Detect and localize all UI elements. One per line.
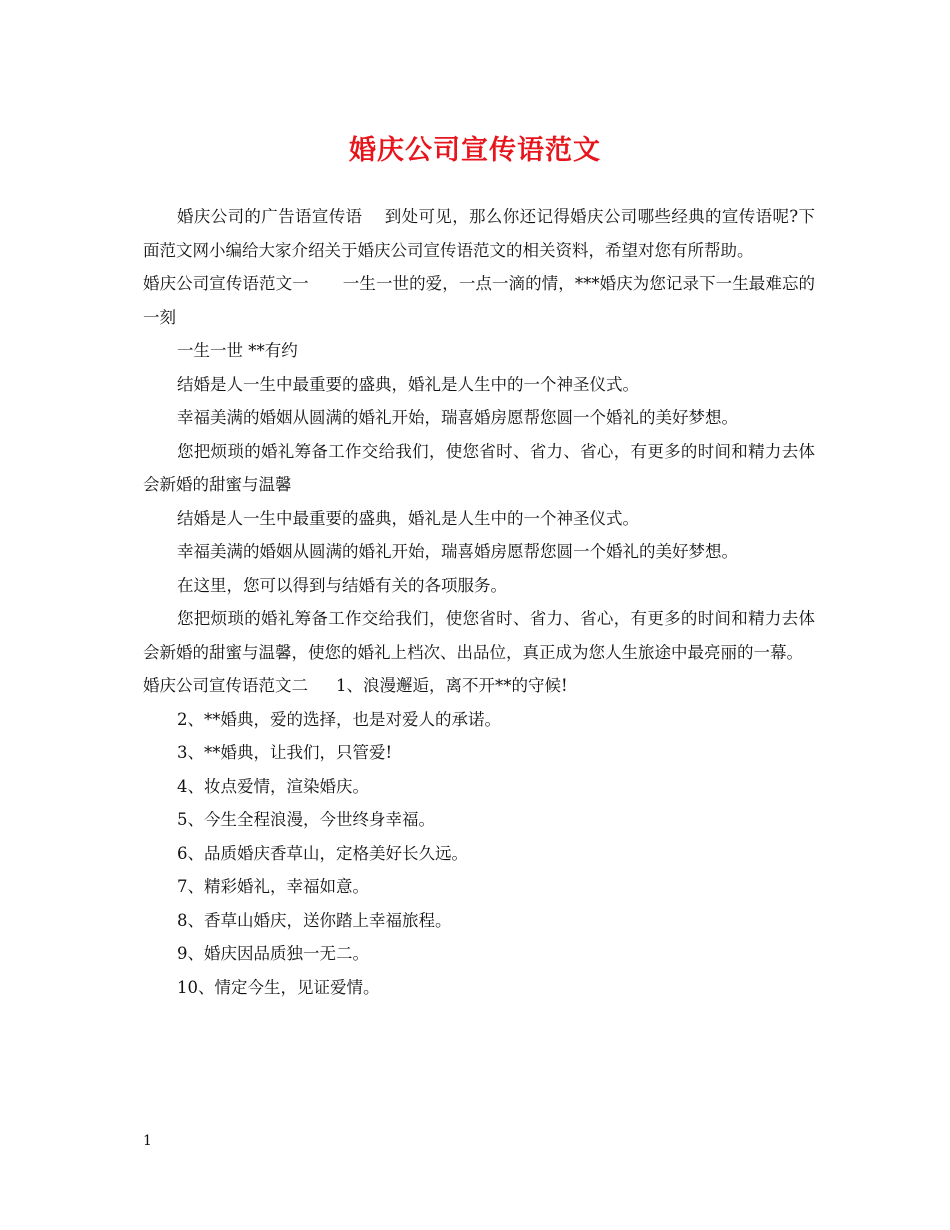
slogan-item: 10、情定今生，见证爱情。 bbox=[177, 977, 380, 997]
slogan-item: 4、妆点爱情，渲染婚庆。 bbox=[177, 776, 369, 796]
section1-line: 结婚是人一生中最重要的盛典，婚礼是人生中的一个神圣仪式。 bbox=[177, 374, 639, 394]
section1-heading-paragraph bbox=[143, 267, 815, 334]
intro-paragraph bbox=[143, 200, 815, 267]
slogan-item: 7、精彩婚礼，幸福如意。 bbox=[177, 877, 369, 896]
section1-heading: 婚庆公司宣传语范文一 bbox=[143, 274, 309, 293]
intro-text-part1: 婚庆公司的广告语宣传语 bbox=[177, 207, 363, 226]
section2-heading: 婚庆公司宣传语范文二 bbox=[143, 676, 308, 695]
document-body bbox=[143, 200, 815, 1004]
section1-lead: 一生一世的爱，一点一滴的情，***婚庆为您记录下一生最难忘的一刻 bbox=[143, 274, 816, 327]
slogan-item: 3、**婚典，让我们，只管爱! bbox=[177, 743, 393, 762]
page-title: 婚庆公司宣传语范文 bbox=[349, 135, 601, 166]
section1-line: 您把烦琐的婚礼筹备工作交给我们，使您省时、省力、省心，有更多的时间和精力去体会新婚的甜蜜与温馨，使您的婚礼上档次、出品位，真正成为您人生旅途中最亮丽的一幕。 bbox=[143, 609, 815, 662]
slogan-item: 6、品质婚庆香草山，定格美好长久远。 bbox=[177, 843, 468, 863]
slogan-item: 2、**婚典，爱的选择，也是对爱人的承诺。 bbox=[177, 709, 501, 729]
slogan-item: 5、今生全程浪漫，今世终身幸福。 bbox=[177, 810, 435, 829]
section2-heading-paragraph bbox=[143, 669, 815, 703]
section1-line: 您把烦琐的婚礼筹备工作交给我们，使您省时、省力、省心，有更多的时间和精力去体会新婚的甜蜜与温馨 bbox=[143, 441, 815, 494]
section1-line: 一生一世 **有约 bbox=[177, 341, 298, 360]
slogan-item: 9、婚庆因品质独一无二。 bbox=[177, 944, 369, 963]
section2-lead: 1、浪漫邂逅，离不开**的守候! bbox=[336, 676, 568, 695]
section1-line: 结婚是人一生中最重要的盛典，婚礼是人生中的一个神圣仪式。 bbox=[177, 508, 639, 528]
page-number: 1 bbox=[143, 1133, 152, 1149]
section1-line: 幸福美满的婚姻从圆满的婚礼开始，瑞喜婚房愿帮您圆一个婚礼的美好梦想。 bbox=[177, 408, 738, 427]
intro-text-part2: 到处可见，那么你还记得婚庆公司哪些经典的宣传语呢?下面范文网小编给大家介绍关于婚庆公司宣传语范文的相关资料，希望对您有所帮助。 bbox=[143, 207, 816, 260]
slogan-item: 8、香草山婚庆，送你踏上幸福旅程。 bbox=[177, 910, 452, 930]
section1-line: 幸福美满的婚姻从圆满的婚礼开始，瑞喜婚房愿帮您圆一个婚礼的美好梦想。 bbox=[177, 542, 738, 561]
section1-line: 在这里，您可以得到与结婚有关的各项服务。 bbox=[177, 575, 507, 595]
